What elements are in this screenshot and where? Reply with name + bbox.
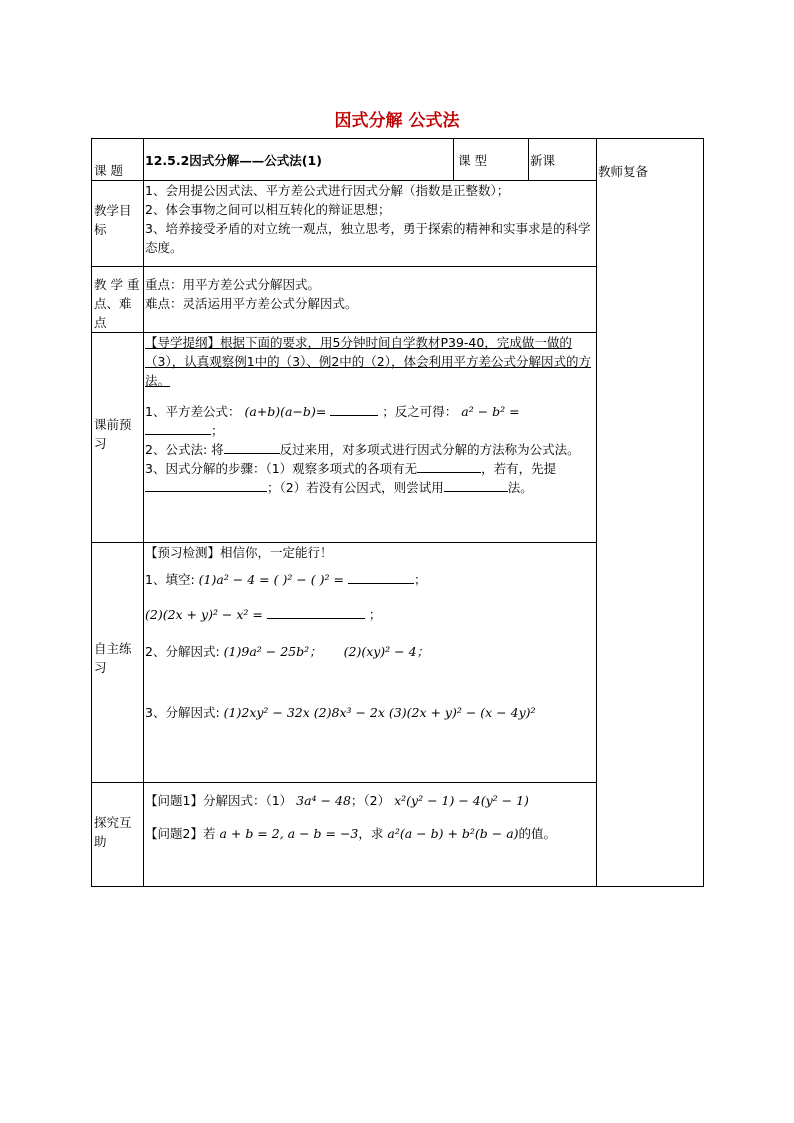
explore-label: 探究互助 xyxy=(92,783,144,887)
goal-item: 3、培养接受矛盾的对立统一观点，独立思考，勇于探索的精神和实事求是的科学态度。 xyxy=(145,221,591,255)
goal-item: 1、会用提公因式法、平方差公式进行因式分解（指数是正整数）； xyxy=(145,183,510,198)
q3-text-a: 3、因式分解的步骤：（1）观察多项式的各项有无 xyxy=(145,461,418,476)
explore-q2-mid: ，求 xyxy=(358,826,384,841)
p1-2-formula: (2)(2x + y)² − x² = xyxy=(145,607,263,622)
q3-text-d: 法。 xyxy=(507,480,533,495)
p2-formula1: (1)9a² − 25b²； xyxy=(223,644,322,659)
teacher-note: 教师复备 xyxy=(597,139,704,181)
check-tag: 【预习检测】 xyxy=(145,545,221,560)
practice-content xyxy=(144,543,597,783)
check-text: 相信你，一定能行！ xyxy=(220,545,333,560)
explore-q2-text: 若 xyxy=(202,826,216,841)
explore-q2-f1: a + b = 2, a − b = −3 xyxy=(219,826,359,841)
p3-text: 3、分解因式: xyxy=(145,705,220,720)
q2-text-a: 2、公式法: 将 xyxy=(145,442,224,457)
p2-formula2: (2)(xy)² − 4； xyxy=(343,644,430,659)
course-value: 12.5.2因式分解——公式法(1) xyxy=(144,139,454,181)
q1-formula2: a² − b² = xyxy=(461,404,520,419)
guide-text: 根据下面的要求，用5分钟时间自学教材P39-40，完成做一做的（3），认真观察例1中的（3）、例2中的（2），体会利用平方差公式分解因式的方法。 xyxy=(145,335,592,388)
keypoints-label: 教 学 重点、难点 xyxy=(92,267,144,333)
p1-blank[interactable] xyxy=(348,582,414,584)
keypoint-item: 难点：灵活运用平方差公式分解因式。 xyxy=(145,296,358,311)
q1-blank[interactable] xyxy=(330,414,378,416)
q3-text-c: ；（2）若没有公因式，则尝试用 xyxy=(267,480,444,495)
practice-label: 自主练习 xyxy=(92,543,144,783)
p1-formula: (1)a² − 4 = ( )² − ( )² = xyxy=(198,572,344,587)
goals-label: 教学目标 xyxy=(92,181,144,267)
p2-text: 2、分解因式: xyxy=(145,644,220,659)
explore-q1-text: 分解因式：（1） xyxy=(202,793,293,808)
q3-text-b: ，若有，先提 xyxy=(481,461,557,476)
preview-label: 课前预习 xyxy=(92,333,144,543)
p1-2-blank[interactable] xyxy=(267,617,365,619)
q1-formula: (a+b)(a−b)= xyxy=(244,404,327,419)
header-row xyxy=(92,139,704,181)
page-title: 因式分解 公式法 xyxy=(334,111,460,131)
explore-q2-end: 的值。 xyxy=(518,826,557,841)
goal-item: 2、体会事物之间可以相互转化的辩证思想； xyxy=(145,202,391,217)
q1-text-a: 1、平方差公式： xyxy=(145,404,241,419)
p3-formula: (1)2xy² − 32x (2)8x³ − 2x (3)(2x + y)² − (x − 4y)² xyxy=(223,705,536,720)
course-label: 课 题 xyxy=(92,139,144,181)
q2-text-b: 反过来用，对多项式进行因式分解的方法称为公式法。 xyxy=(279,442,580,457)
p1-text: 1、填空: xyxy=(145,572,195,587)
explore-content xyxy=(144,783,597,887)
preview-content xyxy=(144,333,597,543)
type-label: 课 型 xyxy=(454,139,529,181)
explore-q1-mid: ；（2） xyxy=(350,793,391,808)
q3-blank1[interactable] xyxy=(417,471,481,473)
type-value: 新课 xyxy=(529,139,597,181)
keypoint-item: 重点：用平方差公式分解因式。 xyxy=(145,277,321,292)
guide-tag: 【导学提纲】 xyxy=(145,335,221,350)
q1-text-b: ；反之可得： xyxy=(382,404,458,419)
explore-q2-f2: a²(a − b) + b²(b − a) xyxy=(387,826,519,841)
q1-blank2[interactable] xyxy=(145,433,211,435)
lesson-plan-table xyxy=(91,138,704,887)
explore-q1-f1: 3a⁴ − 48 xyxy=(296,793,351,808)
q2-blank[interactable] xyxy=(224,452,280,454)
q1-end: ； xyxy=(211,423,224,438)
explore-q1-f2: x²(y² − 1) − 4(y² − 1) xyxy=(394,793,529,808)
goals-content xyxy=(144,181,597,267)
keypoints-content xyxy=(144,267,597,333)
p1-2-end: ； xyxy=(368,607,382,622)
explore-q1-tag: 【问题1】 xyxy=(145,793,203,808)
q3-blank2[interactable] xyxy=(145,490,267,492)
p1-end: ； xyxy=(413,572,427,587)
goals-row xyxy=(92,181,704,267)
explore-q2-tag: 【问题2】 xyxy=(145,826,203,841)
teacher-column xyxy=(597,181,704,887)
q3-blank3[interactable] xyxy=(444,490,508,492)
